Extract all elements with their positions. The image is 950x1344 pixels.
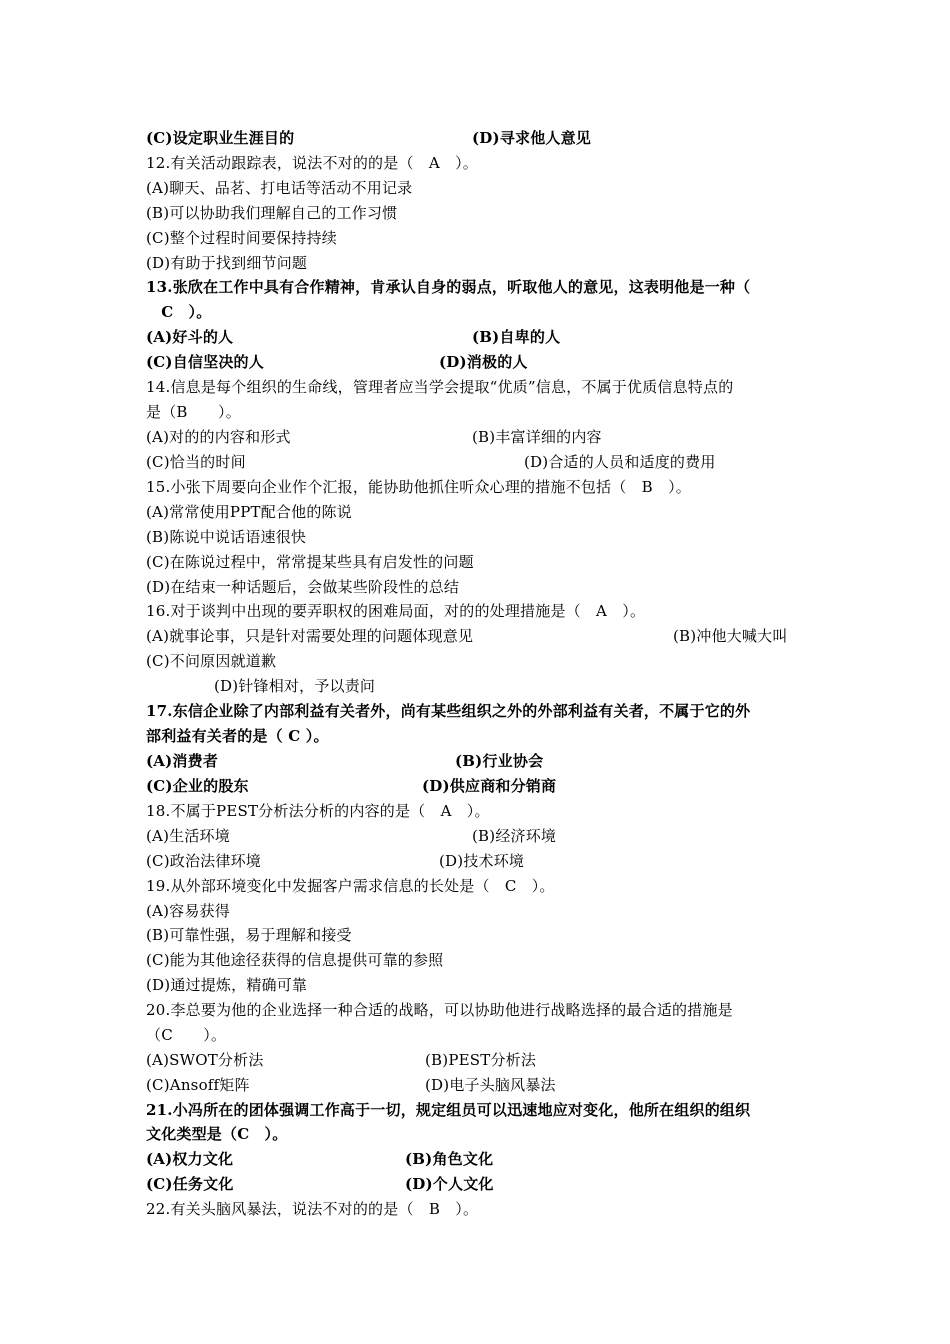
q19-option-a: (A)容易获得 [146,902,230,920]
q17-stem: 17.东信企业除了内部利益有关者外，尚有某些组织之外的外部利益有关者，不属于它的外 [146,702,751,720]
q12-option-c: (C)整个过程时间要保持持续 [146,229,337,247]
option-c: (C)设定职业生涯目的 [146,129,295,147]
q17-options-cd [146,776,557,796]
q19-stem: 19.从外部环境变化中发掘客户需求信息的长处是（ C ）。 [146,877,555,895]
q13-stem-cont: C ）。 [146,303,212,321]
q13-options-ab [146,327,561,347]
option-c: (C)恰当的时间 [146,453,246,471]
option-a: (A)好斗的人 [146,328,234,346]
q19-option-c: (C)能为其他途径获得的信息提供可靠的参照 [146,951,444,969]
q20-options-ab [146,1050,537,1070]
option-a: (A)SWOT分析法 [146,1051,264,1069]
option-d: (D)消极的人 [439,353,528,371]
q12-option-d: (D)有助于找到细节问题 [146,254,308,272]
option-b: (B)经济环境 [472,827,557,845]
option-d: (D)寻求他人意见 [472,129,592,147]
q20-options-cd [146,1075,556,1095]
option-b: (B)PEST分析法 [425,1051,537,1069]
q21-options-ab [146,1149,494,1169]
q17-options-ab [146,751,544,771]
q15-option-c: (C)在陈说过程中，常常提某些具有启发性的问题 [146,553,474,571]
q18-options-ab [146,826,557,846]
option-a: (A)对的的内容和形式 [146,428,291,446]
q14-stem: 14.信息是每个组织的生命线，管理者应当学会提取“优质”信息，不属于优质信息特点的 [146,378,734,396]
option-b: (B)冲他大喊大叫 [673,627,788,645]
q22-stem: 22.有关头脑风暴法，说法不对的的是（ B ）。 [146,1200,479,1218]
option-b: (B)行业协会 [455,752,544,770]
q11-options-cd [146,128,592,148]
option-d: (D)技术环境 [439,852,525,870]
q16-options-ab [146,626,788,646]
q14-stem-cont: 是（B ）。 [146,403,241,421]
option-a: (A)消费者 [146,752,219,770]
q12-stem: 12.有关活动跟踪表，说法不对的的是（ A ）。 [146,154,478,172]
q15-stem: 15.小张下周要向企业作个汇报，能协助他抓住听众心理的措施不包括（ B ）。 [146,478,691,496]
q21-stem-cont: 文化类型是（C ）。 [146,1125,288,1143]
q16-option-c: (C)不问原因就道歉 [146,652,277,670]
q17-stem-cont: 部利益有关者的是（ C ）。 [146,727,329,745]
q16-stem: 16.对于谈判中出现的要弄职权的困难局面，对的的处理措施是（ A ）。 [146,602,646,620]
q21-stem: 21.小冯所在的团体强调工作高于一切，规定组员可以迅速地应对变化，他所在组织的组织 [146,1101,751,1119]
q15-option-d: (D)在结束一种话题后，会做某些阶段性的总结 [146,578,460,596]
q13-options-cd [146,352,528,372]
q18-options-cd [146,851,525,871]
q14-options-ab [146,427,602,447]
q12-option-a: (A)聊天、品茗、打电话等活动不用记录 [146,179,413,197]
q15-option-a: (A)常常使用PPT配合他的陈说 [146,503,352,521]
option-a: (A)权力文化 [146,1150,234,1168]
option-d: (D)个人文化 [405,1175,494,1193]
option-a: (A)就事论事，只是针对需要处理的问题体现意见 [146,627,474,645]
option-d: (D)合适的人员和适度的费用 [524,453,716,471]
option-b: (B)角色文化 [405,1150,494,1168]
q20-stem: 20.李总要为他的企业选择一种合适的战略，可以协助他进行战略选择的最合适的措施是 [146,1001,733,1019]
option-d: (D)电子头脑风暴法 [425,1076,556,1094]
q13-stem: 13.张欣在工作中具有合作精神，肯承认自身的弱点，听取他人的意见，这表明他是一种（ [146,278,751,296]
option-d: (D)供应商和分销商 [422,777,557,795]
option-b: (B)丰富详细的内容 [472,428,602,446]
q18-stem: 18.不属于PEST分析法分析的内容的是（ A ）。 [146,802,490,820]
option-c: (C)自信坚决的人 [146,353,264,371]
option-c: (C)企业的股东 [146,777,249,795]
q20-stem-cont: （C ）。 [146,1026,227,1044]
option-c: (C)任务文化 [146,1175,234,1193]
q19-option-d: (D)通过提炼，精确可靠 [146,976,308,994]
option-b: (B)自卑的人 [472,328,561,346]
q16-option-d: (D)针锋相对，予以责问 [214,677,376,695]
option-a: (A)生活环境 [146,827,230,845]
q21-options-cd [146,1174,494,1194]
option-c: (C)政治法律环境 [146,852,261,870]
q15-option-b: (B)陈说中说话语速很快 [146,528,307,546]
q14-options-cd [146,452,716,472]
q19-option-b: (B)可靠性强，易于理解和接受 [146,926,352,944]
option-c: (C)Ansoff矩阵 [146,1076,250,1094]
q12-option-b: (B)可以协助我们理解自己的工作习惯 [146,204,398,222]
